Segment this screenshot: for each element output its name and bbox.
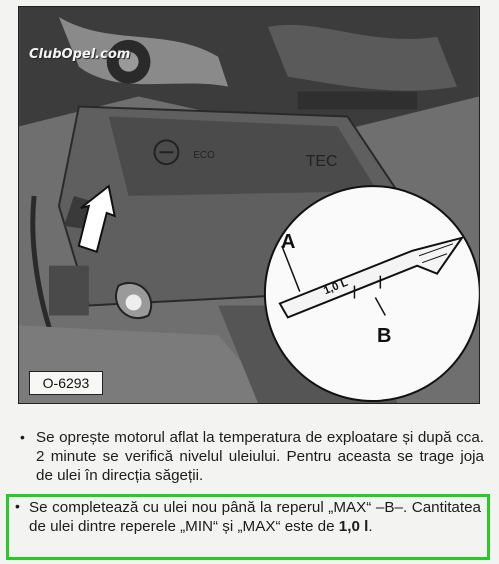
instruction-list [15,428,484,535]
dipstick-scale-label: 1,0 L [322,276,350,298]
watermark-logo: ClubOpel.com [29,47,131,62]
instruction-item [18,428,484,485]
instruction-text-part: Se completează cu ulei nou până la reperul „MAX“ –B–. Cantitatea de ulei dintre reperele „MIN“ și „MAX“ este de [29,499,481,535]
instruction-text: Se oprește motorul aflat la temperatura de exploatare și după cca. 2 minute se verifică nivelul uleiului. Pentru aceasta se trage joja de ulei în direcția săgeții. [36,429,484,484]
figure-reference-code: O-6293 [29,371,103,395]
callout-label-a: A [281,231,296,253]
instruction-text [29,498,481,536]
highlighted-instruction-item [6,494,490,560]
callout-label-b: B [377,325,392,347]
oil-amount: 1,0 l [338,518,369,535]
bullet-icon: • [20,429,25,445]
engine-photo [18,6,480,404]
engine-cover-text: TEC [305,153,338,171]
engine-illustration [19,7,479,403]
svg-text:ECO: ECO [193,150,215,162]
instruction-text-end: . [368,518,373,535]
bullet-icon: • [15,498,20,514]
